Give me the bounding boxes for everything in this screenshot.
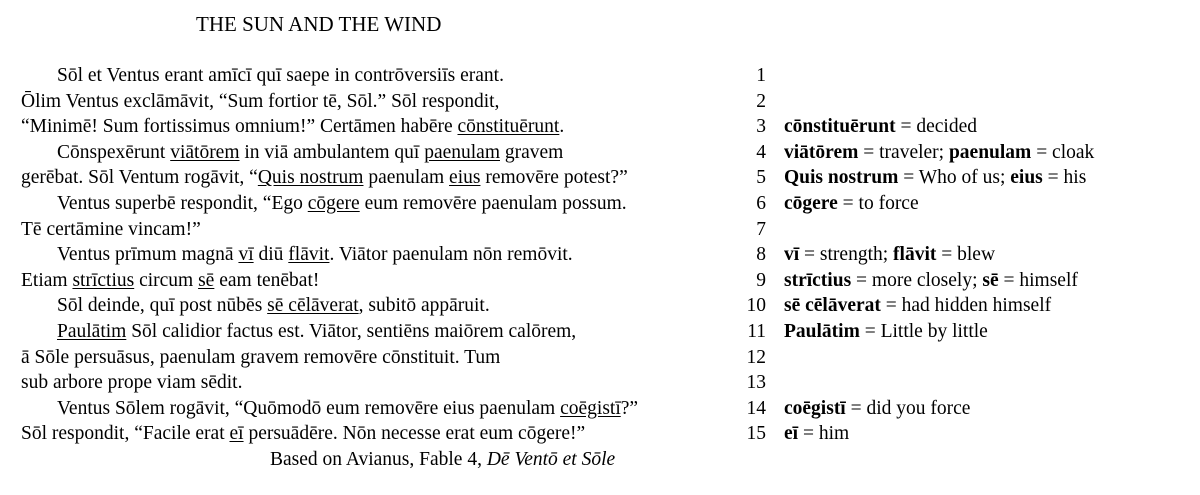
passage-lines [0, 63, 1200, 447]
latin-segment: Etiam [21, 269, 73, 291]
passage-line [0, 370, 1200, 396]
latin-segment: sub arbore prope viam sēdit. [21, 372, 243, 394]
gloss-definition: = Little by little [859, 320, 988, 342]
latin-segment: gravem [500, 141, 564, 163]
latin-segment: Ventus prīmum magnā [57, 244, 239, 266]
line-number: 15 [746, 423, 766, 445]
gloss-term: Paulātim [784, 320, 860, 342]
underlined-vocab-word: eius [449, 167, 481, 189]
line-number: 10 [746, 295, 766, 317]
latin-text [21, 421, 585, 447]
latin-text [57, 396, 638, 422]
latin-segment: , subitō appāruit. [358, 295, 490, 317]
line-number: 6 [756, 192, 766, 214]
passage-line [0, 242, 1200, 268]
vocab-gloss [784, 191, 919, 217]
latin-text [21, 165, 628, 191]
underlined-vocab-word: Quis nostrum [257, 167, 364, 189]
underlined-vocab-word: cōnstituērunt [457, 116, 560, 138]
latin-text [57, 293, 490, 319]
gloss-definition: = his [1042, 167, 1087, 189]
line-number: 2 [756, 90, 766, 112]
gloss-definition: = blew [936, 244, 996, 266]
latin-segment: circum [134, 269, 199, 291]
gloss-term: Quis nostrum [784, 167, 899, 189]
latin-text [57, 63, 504, 89]
vocab-gloss [784, 319, 988, 345]
latin-text [21, 268, 319, 294]
gloss-definition: = more closely; [851, 269, 983, 291]
gloss-definition: = decided [895, 116, 977, 138]
vocab-gloss [784, 165, 1086, 191]
gloss-term: coēgistī [784, 397, 846, 419]
vocab-gloss [784, 396, 970, 422]
gloss-definition: = to force [837, 192, 919, 214]
line-number: 12 [746, 346, 766, 368]
line-number: 14 [746, 397, 766, 419]
latin-text [21, 345, 500, 371]
line-number: 5 [756, 167, 766, 189]
latin-segment: Sōl respondit, “Facile erat [21, 423, 230, 445]
passage-line [0, 63, 1200, 89]
passage-line [0, 268, 1200, 294]
vocab-gloss [784, 268, 1078, 294]
vocab-gloss [784, 421, 849, 447]
gloss-term: eī [784, 423, 799, 445]
passage-title: THE SUN AND THE WIND [196, 12, 442, 36]
passage-line [0, 114, 1200, 140]
gloss-term: cōnstituērunt [784, 116, 896, 138]
latin-segment: diū [253, 244, 289, 266]
latin-segment: Sōl et Ventus erant amīcī quī saepe in contrōversiīs erant. [57, 65, 504, 86]
passage-line [0, 293, 1200, 319]
latin-text [57, 242, 573, 268]
underlined-vocab-word: paenulam [424, 141, 500, 163]
underlined-vocab-word: cōgere [307, 192, 360, 214]
vocab-gloss [784, 293, 1051, 319]
latin-segment: “Minimē! Sum fortissimus omnium!” Certāmen habēre [21, 116, 458, 138]
latin-segment: . [559, 116, 565, 138]
latin-segment: ?” [620, 397, 639, 419]
passage-line [0, 165, 1200, 191]
latin-text [57, 319, 576, 345]
latin-segment: ā Sōle persuāsus, paenulam gravem removēre cōnstituit. Tum [21, 346, 501, 368]
latin-segment: Ōlim Ventus exclāmāvit, “Sum fortior tē, Sōl.” Sōl respondit, [21, 90, 500, 112]
passage-line [0, 396, 1200, 422]
passage-line [0, 89, 1200, 115]
gloss-definition: = him [798, 423, 850, 445]
latin-segment: in viā ambulantem quī [239, 141, 425, 163]
line-number: 1 [756, 65, 766, 86]
underlined-vocab-word: sē cēlāverat [267, 295, 359, 317]
latin-segment: Ventus superbē respondit, “Ego [57, 192, 308, 214]
latin-segment: persuādēre. Nōn necesse erat eum cōgere!” [243, 423, 586, 445]
gloss-term: sē [982, 269, 999, 291]
line-number: 4 [756, 141, 766, 163]
gloss-term: strīctius [784, 269, 852, 291]
vocab-gloss [784, 140, 1094, 166]
vocab-gloss [784, 114, 977, 140]
underlined-vocab-word: eī [229, 423, 244, 445]
vocab-gloss [784, 242, 995, 268]
gloss-term: flāvit [893, 244, 937, 266]
underlined-vocab-word: viātōrem [170, 141, 240, 163]
gloss-definition: = strength; [799, 244, 894, 266]
latin-segment: Sōl deinde, quī post nūbēs [57, 295, 268, 317]
latin-text [21, 370, 242, 396]
gloss-term: vī [784, 244, 800, 266]
latin-text [57, 140, 563, 166]
underlined-vocab-word: strīctius [72, 269, 135, 291]
underlined-vocab-word: flāvit [288, 244, 330, 266]
passage-line [0, 191, 1200, 217]
line-number: 7 [756, 218, 766, 240]
latin-segment: Sōl calidior factus est. Viātor, sentiēns maiōrem calōrem, [126, 320, 577, 342]
latin-segment: eum removēre paenulam possum. [359, 192, 627, 214]
passage-line [0, 421, 1200, 447]
underlined-vocab-word: Paulātim [57, 320, 127, 342]
underlined-vocab-word: sē [198, 269, 215, 291]
line-number: 3 [756, 116, 766, 138]
line-number: 11 [747, 320, 766, 342]
passage-line [0, 319, 1200, 345]
latin-segment: paenulam [363, 167, 450, 189]
latin-segment: gerēbat. Sōl Ventum rogāvit, “ [21, 167, 258, 189]
source-citation [270, 447, 615, 473]
gloss-term: paenulam [948, 141, 1032, 163]
underlined-vocab-word: coēgistī [560, 397, 621, 419]
latin-text [21, 89, 499, 115]
gloss-term: cōgere [784, 192, 838, 214]
gloss-definition: = cloak [1031, 141, 1095, 163]
gloss-term: sē cēlāverat [784, 295, 881, 317]
passage-line [0, 217, 1200, 243]
line-number: 8 [756, 244, 766, 266]
latin-segment: removēre potest?” [480, 167, 628, 189]
passage-line [0, 345, 1200, 371]
gloss-definition: = did you force [845, 397, 971, 419]
gloss-definition: = had hidden himself [880, 295, 1052, 317]
gloss-definition: = traveler; [858, 141, 949, 163]
passage-line [0, 140, 1200, 166]
latin-segment: Ventus Sōlem rogāvit, “Quōmodō eum removēre eius paenulam [57, 397, 561, 419]
source-prefix: Based on Avianus, Fable 4, [270, 449, 487, 470]
gloss-term: eius [1010, 167, 1043, 189]
source-work-title: Dē Ventō et Sōle [486, 449, 616, 470]
underlined-vocab-word: vī [238, 244, 254, 266]
gloss-definition: = Who of us; [898, 167, 1011, 189]
latin-segment: eam tenēbat! [214, 269, 320, 291]
latin-text [57, 191, 627, 217]
latin-segment: Tē certāmine vincam!” [21, 218, 201, 240]
gloss-definition: = himself [998, 269, 1078, 291]
latin-text [21, 217, 201, 243]
line-number: 9 [756, 269, 766, 291]
latin-text [21, 114, 564, 140]
gloss-term: viātōrem [784, 141, 859, 163]
line-number: 13 [746, 372, 766, 394]
latin-segment: . Viātor paenulam nōn remōvit. [329, 244, 573, 266]
latin-segment: Cōnspexērunt [57, 141, 171, 163]
